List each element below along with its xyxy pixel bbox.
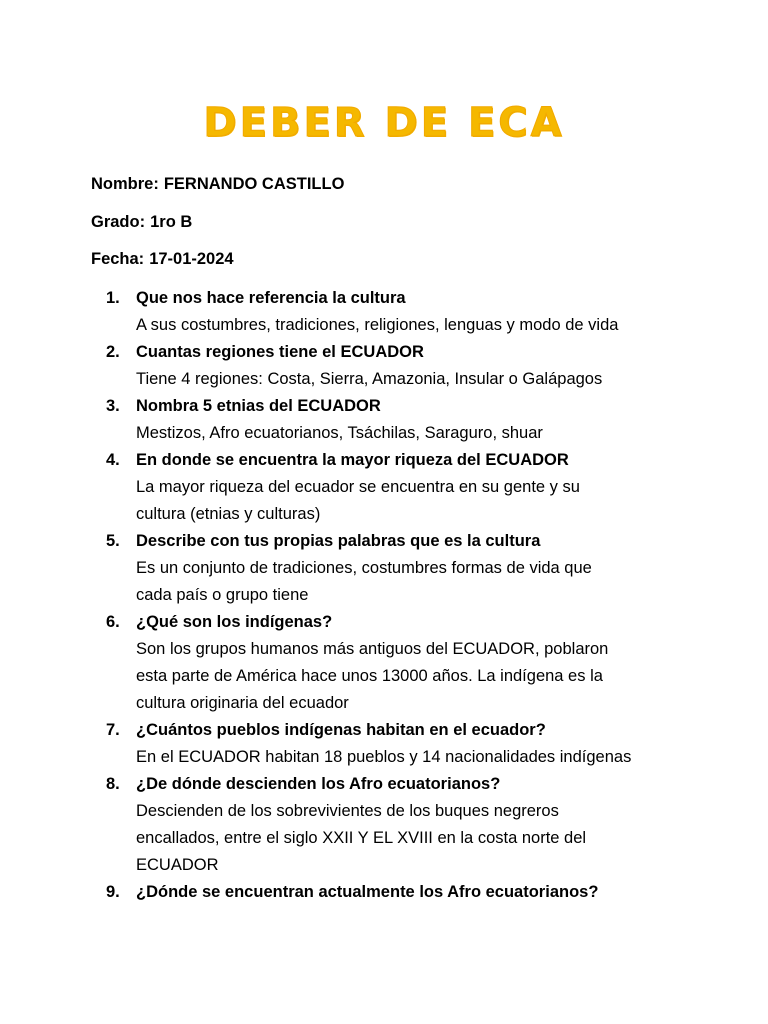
question-text: En donde se encuentra la mayor riqueza del ECUADOR — [136, 451, 569, 469]
answer-line: cultura (etnias y culturas) — [136, 505, 321, 523]
question-text: ¿Qué son los indígenas? — [136, 613, 333, 631]
question-item — [106, 393, 706, 447]
date-value: 17-01-2024 — [149, 250, 234, 268]
question-number: 7. — [106, 721, 120, 739]
answer-line: cada país o grupo tiene — [136, 586, 309, 604]
question-number: 6. — [106, 613, 120, 631]
question-number: 1. — [106, 289, 120, 307]
answer-line: En el ECUADOR habitan 18 pueblos y 14 nacionalidades indígenas — [136, 748, 632, 766]
question-item — [106, 717, 706, 771]
name-line — [91, 174, 344, 194]
question-number: 3. — [106, 397, 120, 415]
name-value: FERNANDO CASTILLO — [163, 175, 345, 193]
question-text: Cuantas regiones tiene el ECUADOR — [136, 343, 424, 361]
question-number: 8. — [106, 775, 120, 793]
answer-line: esta parte de América hace unos 13000 años. La indígena es la — [136, 667, 603, 685]
question-text: ¿De dónde descienden los Afro ecuatorianos? — [136, 775, 501, 793]
question-item — [106, 879, 706, 906]
grade-label: Grado: — [91, 213, 146, 231]
question-number: 9. — [106, 883, 120, 901]
question-item — [106, 285, 706, 339]
question-item — [106, 771, 706, 879]
name-label: Nombre: — [91, 175, 159, 193]
answer-line: encallados, entre el siglo XXII Y EL XVIII en la costa norte del — [136, 829, 587, 847]
answer-line: cultura originaria del ecuador — [136, 694, 349, 712]
question-item — [106, 528, 706, 609]
question-list — [106, 285, 706, 906]
question-text: ¿Cuántos pueblos indígenas habitan en el ecuador? — [136, 721, 546, 739]
document-title: DEBER DE ECA — [203, 100, 565, 146]
grade-value: 1ro B — [150, 213, 193, 231]
answer-line: Son los grupos humanos más antiguos del ECUADOR, poblaron — [136, 640, 609, 658]
question-text: Que nos hace referencia la cultura — [136, 289, 406, 307]
question-item — [106, 609, 706, 717]
question-text: Nombra 5 etnias del ECUADOR — [136, 397, 381, 415]
answer-line: A sus costumbres, tradiciones, religiones, lenguas y modo de vida — [136, 316, 619, 334]
answer-line: La mayor riqueza del ecuador se encuentra en su gente y su — [136, 478, 580, 496]
answer-line: Tiene 4 regiones: Costa, Sierra, Amazonia, Insular o Galápagos — [136, 370, 603, 388]
answer-line: Es un conjunto de tradiciones, costumbres formas de vida que — [136, 559, 592, 577]
question-number: 4. — [106, 451, 120, 469]
question-text: ¿Dónde se encuentran actualmente los Afro ecuatorianos? — [136, 883, 599, 901]
question-item — [106, 339, 706, 393]
answer-line: Mestizos, Afro ecuatorianos, Tsáchilas, Saraguro, shuar — [136, 424, 543, 442]
grade-line — [91, 212, 192, 232]
answer-line: Descienden de los sobrevivientes de los buques negreros — [136, 802, 559, 820]
question-number: 2. — [106, 343, 120, 361]
date-label: Fecha: — [91, 250, 145, 268]
date-line — [91, 249, 234, 269]
question-text: Describe con tus propias palabras que es la cultura — [136, 532, 541, 550]
question-item — [106, 447, 706, 528]
question-number: 5. — [106, 532, 120, 550]
answer-line: ECUADOR — [136, 856, 219, 874]
